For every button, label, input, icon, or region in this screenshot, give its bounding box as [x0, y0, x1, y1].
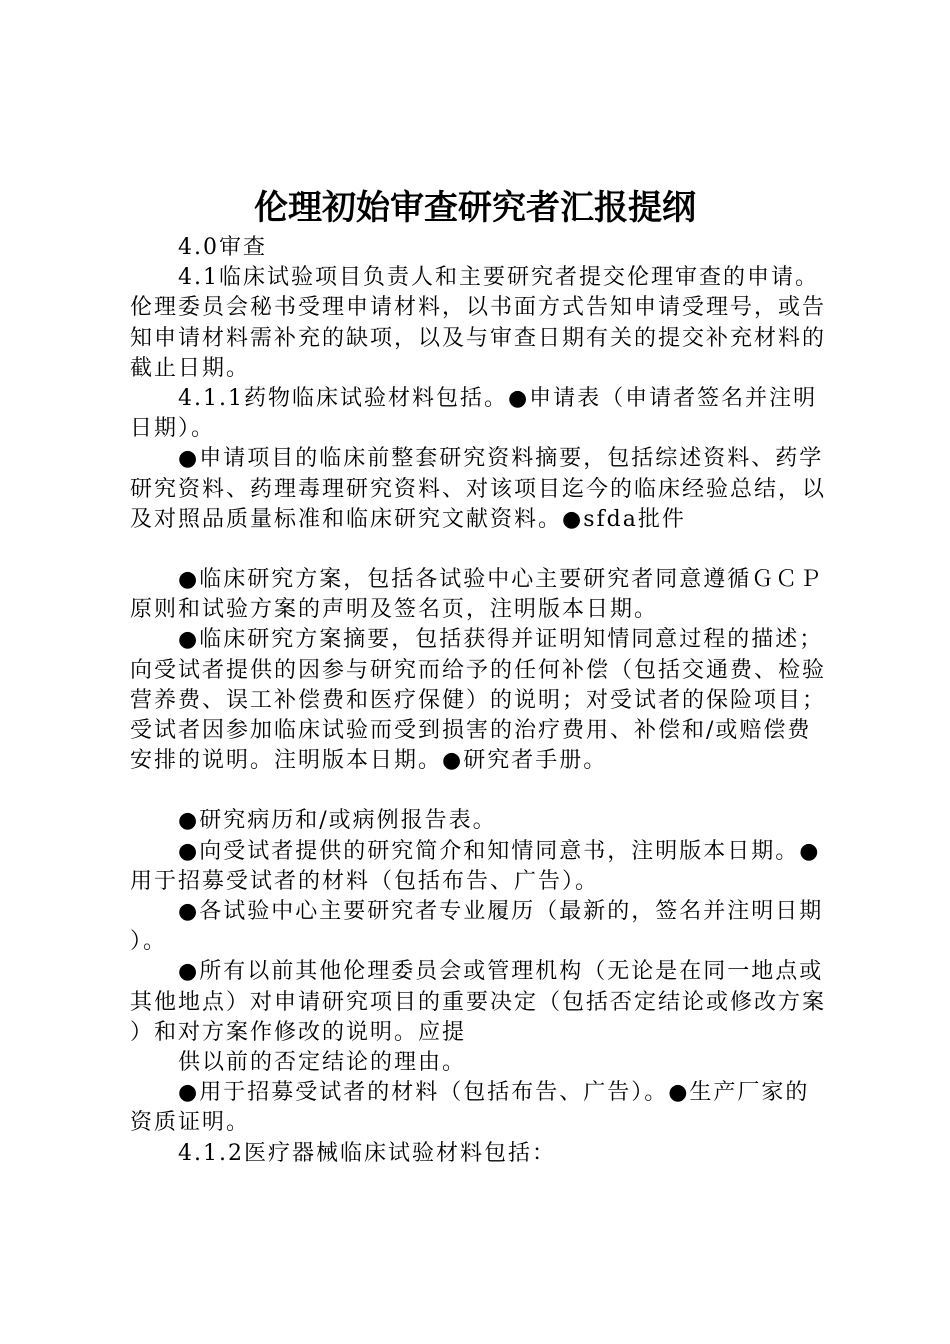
paragraph: 4.1临床试验项目负责人和主要研究者提交伦理审查的申请。伦理委员会秘书受理申请材料，以书面方式告知申请受理号，或告知申请材料需补充的缺项，以及与审查日期有关的提交补充材料的截止日期。	[130, 265, 827, 381]
paragraph: ●各试验中心主要研究者专业履历（最新的，签名并注明日期）。	[130, 899, 824, 955]
paragraph: 4.1.1药物临床试验材料包括。●申请表（申请者签名并注明日期）。	[130, 386, 818, 442]
paragraph: ●向受试者提供的研究简介和知情同意书，注明版本日期。●用于招募受试者的材料（包括布告、广告）。	[130, 838, 821, 894]
paragraph: ●临床研究方案，包括各试验中心主要研究者同意遵循ＧＣＰ原则和试验方案的声明及签名页，注明版本日期。	[130, 567, 824, 623]
document-title: 伦理初始审查研究者汇报提纲	[254, 188, 696, 228]
document-body	[130, 233, 830, 1169]
paragraph: ●临床研究方案摘要，包括获得并证明知情同意过程的描述；向受试者提供的因参与研究而给予的任何补偿（包括交通费、检验营养费、误工补偿费和医疗保健）的说明；对受试者的保险项目；受试者因参加临床试验而受到损害的治疗费用、补偿和/或赔偿费安排的说明。注明版本日期。●研究者手册。	[130, 627, 827, 774]
paragraph: ●申请项目的临床前整套研究资料摘要，包括综述资料、药学研究资料、药理毒理研究资料、对该项目迄今的临床经验总结，以及对照品质量标准和临床研究文献资料。●sfda批件	[130, 446, 827, 532]
section-heading: 4.0审查	[178, 235, 267, 260]
paragraph: 4.1.2医疗器械临床试验材料包括：	[178, 1140, 556, 1166]
paragraph: ●用于招募受试者的材料（包括布告、广告）。●生产厂家的资质证明。	[130, 1080, 810, 1136]
paragraph: ●研究病历和/或病例报告表。	[178, 808, 497, 834]
paragraph: ●所有以前其他伦理委员会或管理机构（无论是在同一地点或其他地点）对申请研究项目的重要决定（包括否定结论或修改方案）和对方案作修改的说明。应提	[130, 959, 827, 1045]
paragraph: 供以前的否定结论的理由。	[178, 1050, 467, 1076]
